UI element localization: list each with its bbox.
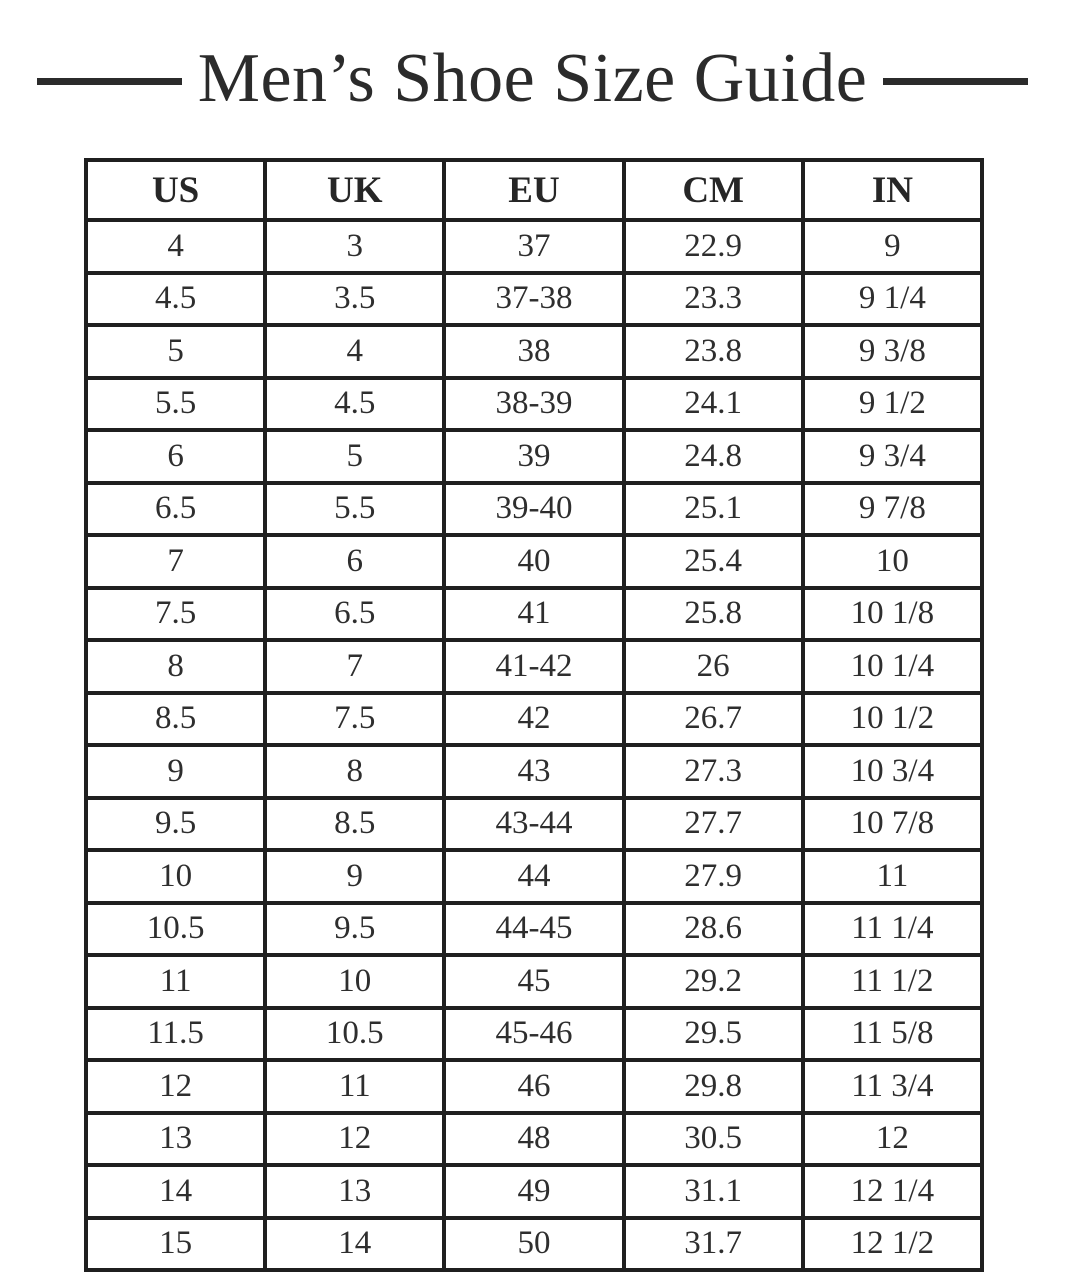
table-cell: 45-46	[444, 1008, 623, 1061]
table-cell: 23.3	[624, 273, 803, 326]
table-cell: 31.1	[624, 1165, 803, 1218]
table-cell: 50	[444, 1218, 623, 1271]
table-cell: 7.5	[265, 693, 444, 746]
table-cell: 10	[86, 850, 265, 903]
column-header-uk: UK	[265, 160, 444, 220]
table-cell: 41	[444, 588, 623, 641]
table-cell: 4	[265, 325, 444, 378]
table-cell: 12 1/4	[803, 1165, 982, 1218]
table-row	[86, 1060, 982, 1113]
table-cell: 41-42	[444, 640, 623, 693]
column-header-in: IN	[803, 160, 982, 220]
table-row	[86, 798, 982, 851]
table-row	[86, 535, 982, 588]
table-cell: 10.5	[86, 903, 265, 956]
table-row	[86, 1165, 982, 1218]
table-cell: 4.5	[265, 378, 444, 431]
table-cell: 11 1/2	[803, 955, 982, 1008]
table-row	[86, 1218, 982, 1271]
column-header-cm: CM	[624, 160, 803, 220]
table-cell: 9	[265, 850, 444, 903]
table-cell: 39-40	[444, 483, 623, 536]
table-cell: 39	[444, 430, 623, 483]
table-cell: 3	[265, 220, 444, 273]
table-cell: 7	[265, 640, 444, 693]
table-cell: 5.5	[265, 483, 444, 536]
table-cell: 8	[265, 745, 444, 798]
table-cell: 3.5	[265, 273, 444, 326]
table-cell: 10 3/4	[803, 745, 982, 798]
table-cell: 7.5	[86, 588, 265, 641]
table-cell: 43-44	[444, 798, 623, 851]
table-row	[86, 903, 982, 956]
table-cell: 44-45	[444, 903, 623, 956]
table-cell: 6.5	[86, 483, 265, 536]
table-row	[86, 745, 982, 798]
table-cell: 11	[86, 955, 265, 1008]
table-row	[86, 588, 982, 641]
table-cell: 8.5	[86, 693, 265, 746]
column-header-eu: EU	[444, 160, 623, 220]
table-cell: 11	[803, 850, 982, 903]
table-cell: 10 7/8	[803, 798, 982, 851]
table-cell: 12	[86, 1060, 265, 1113]
table-cell: 31.7	[624, 1218, 803, 1271]
column-header-us: US	[86, 160, 265, 220]
table-cell: 9	[86, 745, 265, 798]
table-cell: 4.5	[86, 273, 265, 326]
table-cell: 49	[444, 1165, 623, 1218]
table-cell: 9 1/2	[803, 378, 982, 431]
table-cell: 8.5	[265, 798, 444, 851]
table-cell: 38	[444, 325, 623, 378]
title-right-rule	[883, 78, 1028, 85]
table-cell: 13	[265, 1165, 444, 1218]
table-header-row	[86, 160, 982, 220]
table-row	[86, 1113, 982, 1166]
table-cell: 37-38	[444, 273, 623, 326]
table-cell: 29.5	[624, 1008, 803, 1061]
table-row	[86, 273, 982, 326]
table-cell: 27.3	[624, 745, 803, 798]
table-cell: 10 1/2	[803, 693, 982, 746]
title-left-rule	[37, 78, 182, 85]
table-cell: 25.1	[624, 483, 803, 536]
table-cell: 13	[86, 1113, 265, 1166]
table-cell: 10	[265, 955, 444, 1008]
table-cell: 22.9	[624, 220, 803, 273]
table-cell: 12 1/2	[803, 1218, 982, 1271]
table-cell: 9 1/4	[803, 273, 982, 326]
table-cell: 29.8	[624, 1060, 803, 1113]
table-row	[86, 378, 982, 431]
table-cell: 4	[86, 220, 265, 273]
table-cell: 24.1	[624, 378, 803, 431]
table-cell: 42	[444, 693, 623, 746]
table-cell: 6	[265, 535, 444, 588]
table-row	[86, 483, 982, 536]
table-cell: 9	[803, 220, 982, 273]
table-cell: 11 1/4	[803, 903, 982, 956]
table-cell: 9 3/4	[803, 430, 982, 483]
table-cell: 14	[86, 1165, 265, 1218]
table-cell: 5	[86, 325, 265, 378]
table-row	[86, 430, 982, 483]
table-cell: 11 3/4	[803, 1060, 982, 1113]
table-row	[86, 325, 982, 378]
table-cell: 26.7	[624, 693, 803, 746]
title-row	[0, 34, 1065, 129]
table-cell: 6.5	[265, 588, 444, 641]
table-row	[86, 1008, 982, 1061]
table-cell: 11	[265, 1060, 444, 1113]
table-cell: 9.5	[86, 798, 265, 851]
table-row	[86, 693, 982, 746]
table-cell: 37	[444, 220, 623, 273]
table-body	[86, 220, 982, 1270]
table-cell: 5	[265, 430, 444, 483]
table-cell: 12	[803, 1113, 982, 1166]
table-cell: 5.5	[86, 378, 265, 431]
table-row	[86, 955, 982, 1008]
table-cell: 9 3/8	[803, 325, 982, 378]
table-cell: 26	[624, 640, 803, 693]
table-cell: 29.2	[624, 955, 803, 1008]
table-cell: 9 7/8	[803, 483, 982, 536]
table-cell: 45	[444, 955, 623, 1008]
table-cell: 11 5/8	[803, 1008, 982, 1061]
table-cell: 27.7	[624, 798, 803, 851]
table-cell: 10	[803, 535, 982, 588]
table-cell: 28.6	[624, 903, 803, 956]
table-cell: 48	[444, 1113, 623, 1166]
table-cell: 9.5	[265, 903, 444, 956]
table-cell: 10 1/4	[803, 640, 982, 693]
table-cell: 7	[86, 535, 265, 588]
table-cell: 6	[86, 430, 265, 483]
table-cell: 15	[86, 1218, 265, 1271]
table-row	[86, 220, 982, 273]
table-cell: 24.8	[624, 430, 803, 483]
table-cell: 14	[265, 1218, 444, 1271]
table-cell: 38-39	[444, 378, 623, 431]
table-cell: 10 1/8	[803, 588, 982, 641]
table-cell: 25.4	[624, 535, 803, 588]
table-cell: 25.8	[624, 588, 803, 641]
table-cell: 43	[444, 745, 623, 798]
table-cell: 30.5	[624, 1113, 803, 1166]
table-row	[86, 850, 982, 903]
table-cell: 40	[444, 535, 623, 588]
table-cell: 8	[86, 640, 265, 693]
table-cell: 12	[265, 1113, 444, 1166]
table-cell: 23.8	[624, 325, 803, 378]
table-row	[86, 640, 982, 693]
table-cell: 46	[444, 1060, 623, 1113]
shoe-size-table	[84, 158, 984, 1272]
page-title: Men’s Shoe Size Guide	[197, 39, 868, 117]
table-cell: 44	[444, 850, 623, 903]
table-head	[86, 160, 982, 220]
table-cell: 10.5	[265, 1008, 444, 1061]
table-cell: 11.5	[86, 1008, 265, 1061]
table-cell: 27.9	[624, 850, 803, 903]
